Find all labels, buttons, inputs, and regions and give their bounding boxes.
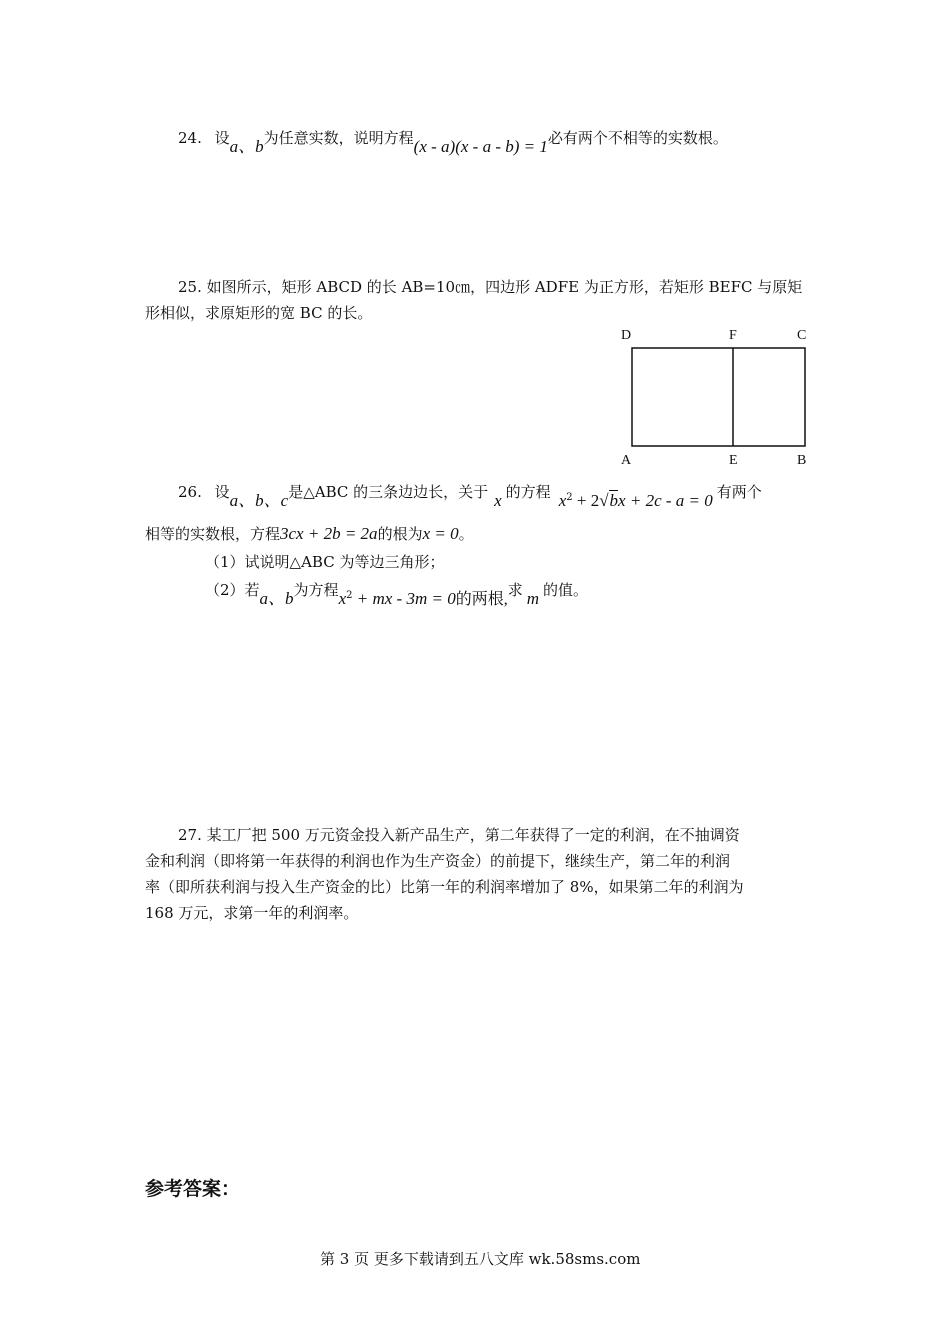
q27-line-1: 27. 某工厂把 500 万元资金投入新产品生产，第二年获得了一定的利润，在不抽调资 bbox=[178, 826, 740, 844]
label-c: C bbox=[797, 328, 807, 343]
label-d: D bbox=[621, 328, 632, 343]
page-footer: 第 3 页 更多下载请到五八文库 wk.58sms.com bbox=[320, 1250, 641, 1268]
q26-var-x: x bbox=[494, 491, 502, 510]
label-b: B bbox=[797, 453, 807, 468]
label-f: F bbox=[729, 328, 737, 343]
q26-line-2: 相等的实数根，方程3cx + 2b = 2a的根为x = 0。 bbox=[145, 524, 474, 543]
q26-var-abc: a、b、c bbox=[229, 491, 289, 510]
answers-heading: 参考答案： bbox=[145, 1178, 241, 1200]
q26-number: 26. bbox=[178, 483, 202, 501]
q26-sub-1: （1）试说明△ABC 为等边三角形； bbox=[205, 553, 445, 571]
q26-var-ab: a、b bbox=[259, 589, 294, 608]
rectangle-diagram bbox=[615, 325, 815, 475]
q25-line-2: 形相似，求原矩形的宽 BC 的长。 bbox=[145, 304, 373, 322]
q27-line-2: 金和利润（即将第一年获得的利润也作为生产资金）的前提下，继续生产，第二年的利润 bbox=[145, 852, 731, 870]
rectangle-abcd bbox=[632, 348, 805, 446]
q27-line-3: 率（即所获利润与投入生产资金的比）比第一年的利润率增加了 8%，如果第二年的利润为 bbox=[145, 878, 744, 896]
label-e: E bbox=[729, 453, 738, 468]
q26-line-1: 26. 设a、b、c是△ABC 的三条边边长，关于 x 的方程 $x^2 + 2√bx + 2c - a = 0$ 有两个 bbox=[178, 483, 762, 510]
q24-equation: (x - a)(x - a - b) = 1 bbox=[413, 137, 548, 156]
q24-number: 24. bbox=[178, 129, 202, 147]
q26-equation-2: 3cx + 2b = 2a bbox=[280, 524, 378, 543]
q26-var-m: m bbox=[526, 589, 540, 608]
q27-line-4: 168 万元，求第一年的利润率。 bbox=[145, 904, 359, 922]
q24-var-ab: a、b bbox=[229, 137, 264, 156]
label-a: A bbox=[621, 453, 632, 468]
sqrt-sign: √ bbox=[599, 491, 609, 510]
q24-line: 24. 设a、b为任意实数，说明方程(x - a)(x - a - b) = 1必有两个不相等的实数根。 bbox=[178, 129, 728, 156]
q26-sub-2: （2）若a、b为方程$x^2$ + mx - 3m = 0的两根,求 m 的值。 bbox=[205, 581, 589, 608]
q26-equation-1: $x^2 + 2√bx + 2c - a = 0$ bbox=[558, 491, 713, 510]
q25-line-1: 25. 如图所示，矩形 ABCD 的长 AB=10㎝，四边形 ADFE 为正方形，若矩形 BEFC 与原矩 bbox=[178, 278, 803, 296]
q26-equation-3: x = 0 bbox=[422, 524, 459, 543]
rectangle-figure bbox=[615, 325, 815, 475]
q26-equation-4: $x^2$ + mx - 3m = 0的两根, bbox=[338, 589, 508, 608]
